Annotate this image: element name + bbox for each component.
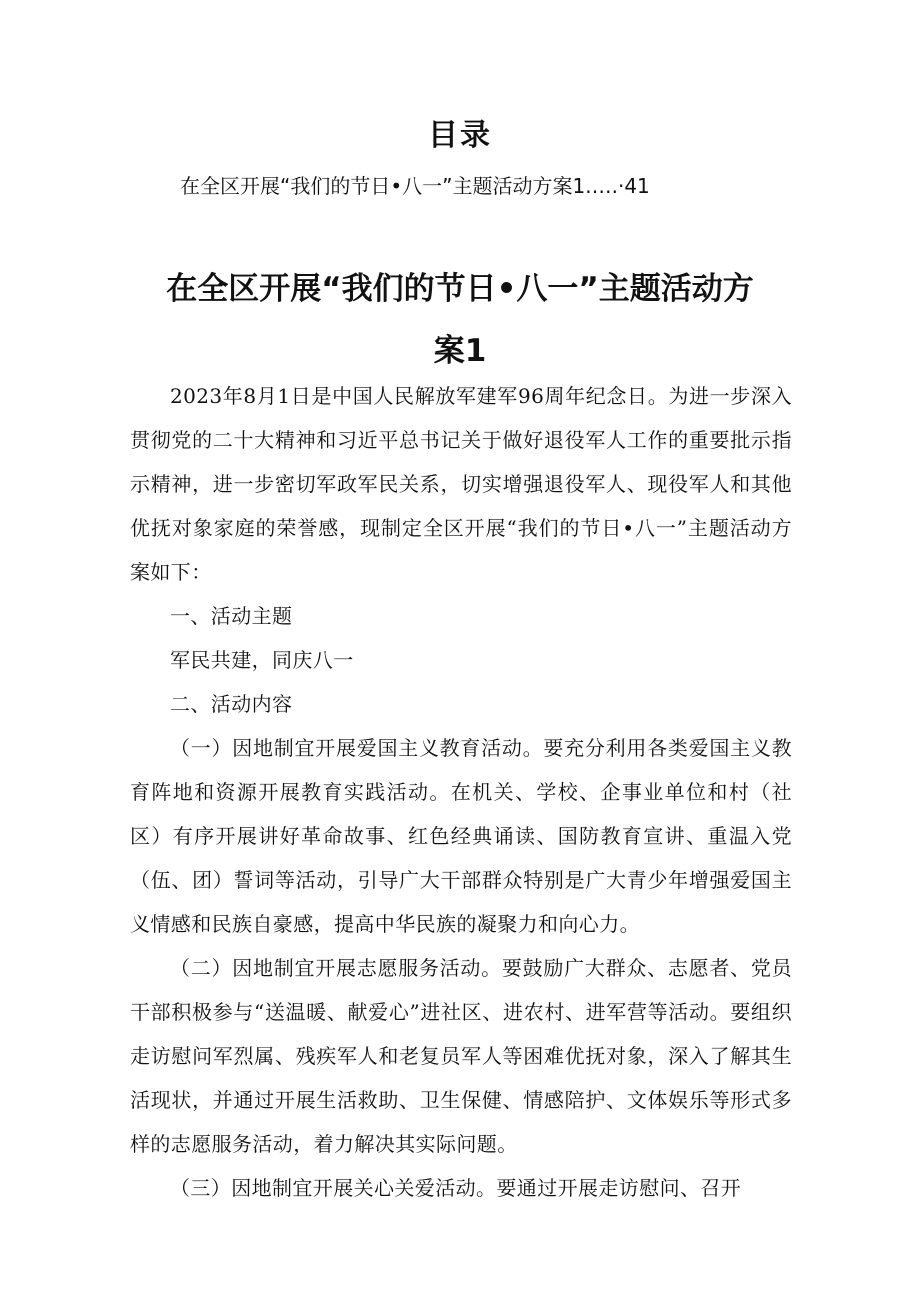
- toc-entry[interactable]: 在全区开展“我们的节日•八一”主题活动方案1.….·41: [180, 174, 650, 198]
- section-heading-content: 二、活动内容: [170, 692, 293, 716]
- content-paragraph-1: （一）因地制宜开展爱国主义教育活动。要充分利用各类爱国主义教育阵地和资源开展教育实践活动。在机关、学校、企事业单位和村（社区）有序开展讲好革命故事、红色经典诵读、国防教育宣讲、重温入党（伍、团）誓词等活动，引导广大干部群众特别是广大青少年增强爱国主义情感和民族自豪感，提高中华民族的凝聚力和向心力。: [130, 736, 792, 936]
- document-body: [130, 374, 792, 1210]
- theme-text: 军民共建，同庆八一: [170, 648, 354, 672]
- document-title-line-2: 案1: [433, 333, 487, 369]
- document-title: [140, 258, 780, 382]
- content-paragraph-2: （二）因地制宜开展志愿服务活动。要鼓励广大群众、志愿者、党员干部积极参与“送温暖、献爱心”进社区、进农村、进军营等活动。要组织走访慰问军烈属、残疾军人和老复员军人等困难优抚对象，深入了解其生活现状，并通过开展生活救助、卫生保健、情感陪护、文体娱乐等形式多样的志愿服务活动，着力解决其实际问题。: [130, 956, 792, 1156]
- content-paragraph-3: （三）因地制宜开展关心关爱活动。要通过开展走访慰问、召开: [170, 1176, 742, 1200]
- section-heading-theme: 一、活动主题: [170, 604, 293, 628]
- toc-heading: 目录: [428, 118, 492, 153]
- intro-paragraph: 2023年8月1日是中国人民解放军建军96周年纪念日。为进一步深入贯彻党的二十大精神和习近平总书记关于做好退役军人工作的重要批示指示精神，进一步密切军政军民关系，切实增强退役军人、现役军人和其他优抚对象家庭的荣誉感，现制定全区开展“我们的节日•八一”主题活动方案如下：: [130, 384, 792, 584]
- document-title-line-1: 在全区开展“我们的节日•八一”主题活动方: [166, 271, 754, 307]
